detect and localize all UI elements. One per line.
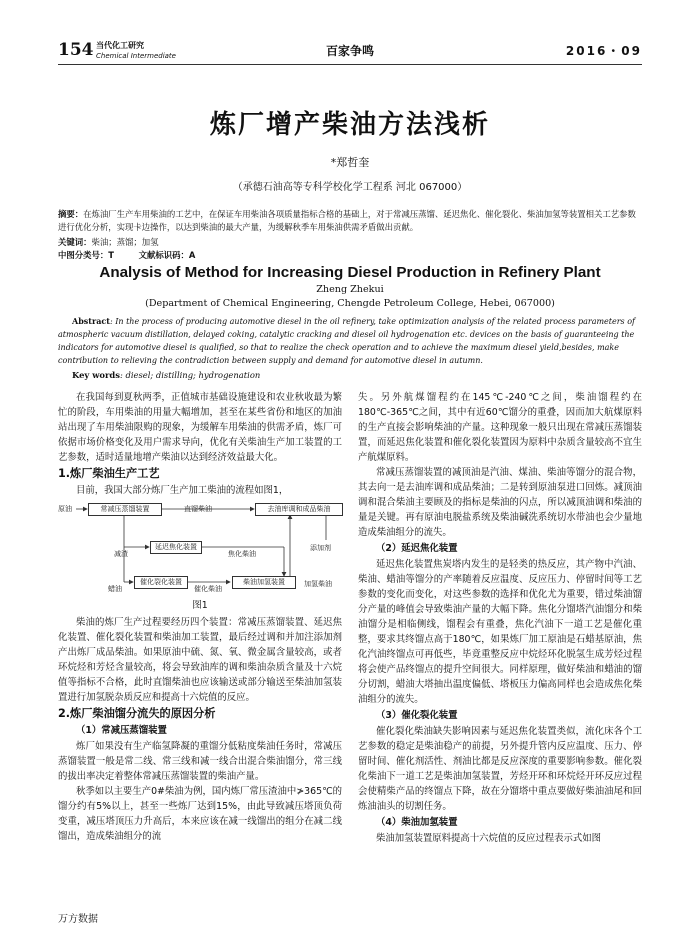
abstract-cn <box>58 208 642 234</box>
subheading-hdt: （4）柴油加氢装置 <box>376 817 458 828</box>
paragraph: 目前，我国大部分炼厂生产加工柴油的流程如图1， <box>76 485 289 496</box>
abstract-cn-text: 在炼油厂生产车用柴油的工艺中，在保证车用柴油各项质量指标合格的基础上，对于常减压蒸馏、延迟焦化、催化裂化、柴油加氢等装置相关工艺参数进行优化分析，实现卡边操作，以达到柴油的最大产量，为缓解秋季车用柴油供需矛盾做出贡献。 <box>58 209 636 232</box>
footer-source: 万方数据 <box>58 914 98 925</box>
label-vgo: 蜡油 <box>108 585 122 593</box>
label-lco: 催化柴油 <box>194 585 222 593</box>
label-sr-diesel: 直馏柴油 <box>184 505 212 513</box>
intro-paragraph: 在我国每到夏秋两季，正值城市基础设施建设和农业秋收最为繁忙的阶段，车用柴油的用量大幅增加，甚至在某些省份和地区的加油站出现了车用柴油限购的现象，为缓解车用柴油的供需矛盾，炼厂可依据市场价格变化及用户需求导向，优化有关柴油生产加工装置的工艺参数，适时适量地增产柴油以达到经济效益最大化。 <box>58 392 342 463</box>
class-value: T <box>108 250 114 260</box>
figure-1-flowchart <box>58 500 342 598</box>
article-title-cn: 炼厂增产柴油方法浅析 <box>209 110 490 140</box>
subheading-cdu: （1）常减压蒸馏装置 <box>76 725 167 736</box>
paragraph: 延迟焦化装置焦炭塔内发生的是轻类的热反应，其产物中汽油、柴油、蜡油等馏分的产率随着反应温度、反应压力、停留时间等工艺参数的变化而变化，对这些参数的选择和优化尤为重要，错过柴油馏分产量的峰值会导致柴油产量的大幅下降。焦化分馏塔汽油馏分和柴油馏分是相临侧线，馏程会有重叠，焦化汽油下一道工艺是催化重整，要求其终馏点高于180℃，如果炼厂加工原油是石蜡基原油，焦化汽油终馏点可再低些，毕竟重整反应中烷烃环化脱氢生成芳烃过程将会使产品终馏点的提升空间很大。同样原理，做好柴油和蜡油的馏分切割，蜡油大塔抽出温度偏低、塔板压力偏高同样也会造成焦化柴油组分的流失。 <box>358 559 642 705</box>
affiliation-cn: （承德石油高等专科学校化学工程系 河北 067000） <box>232 182 468 193</box>
paragraph: 柴油的炼厂生产过程要经历四个装置：常减压蒸馏装置、延迟焦化装置、催化裂化装置和柴油加工装置，最后经过调和并加注添加剂产出炼厂成品柴油。如果原油中硫、氮、氧、微金属含量较高，或者环烷烃和芳烃含量较高，将会导致油库的调和柴油杂质含量及十六烷值等指标不合格，此时直馏柴油也应该输送或部分输送至柴油加氢装置进行加氢脱杂质反应和提高十六烷值的反应。 <box>58 617 342 703</box>
paragraph: 秋季如以主要生产0#柴油为例，国内炼厂常压渣油中≯365℃的馏分约有5%以上，甚至一些炼厂达到15%，由此导致减压塔顶负荷变重，减压塔顶压力升高后，本来应该在减一线馏出的组分在减二线馏出，造成柴油组分的流 <box>58 786 342 842</box>
article-title-en: Analysis of Method for Increasing Diesel Production in Refinery Plant <box>99 264 601 281</box>
abstract-en-label: Abstract <box>72 316 110 326</box>
box-hdt: 柴油加氢装置 <box>232 576 296 589</box>
page-number: 154 <box>58 40 94 60</box>
paragraph: 柴油加氢装置原料提高十六烷值的反应过程表示式如图 <box>376 833 602 844</box>
keywords-en-text: diesel; distilling; hydrogenation <box>125 370 261 380</box>
section-title: 百家争鸣 <box>325 44 374 58</box>
keywords-cn <box>58 236 642 249</box>
box-coker: 延迟焦化装置 <box>150 541 202 554</box>
label-additive: 添加剂 <box>310 544 331 552</box>
paragraph: 失。另外航煤馏程约在145℃-240℃之间，柴油馏程约在180℃-365℃之间，其中有近60℃馏分的重叠，因而加大航煤原料的生产直接会影响柴油的产量。这种现象一般只出现在常减压蒸馏装置，而延迟焦化装置和催化裂化装置因为原料中杂质含量较高不宜生产航煤原料。 <box>358 392 642 463</box>
subheading-fcc: （3）催化裂化装置 <box>376 710 458 721</box>
label-coker-diesel: 焦化柴油 <box>228 550 256 558</box>
box-blend: 去油库调和成品柴油 <box>255 503 343 516</box>
keywords-cn-label: 关键词： <box>58 237 92 247</box>
author-en: Zheng Zhekui <box>316 284 384 295</box>
keywords-en-label: Key words <box>72 370 120 380</box>
class-label: 中图分类号： <box>58 250 109 260</box>
keywords-cn-text: 柴油；蒸馏；加氢 <box>91 237 159 247</box>
doc-code-value: A <box>188 250 196 260</box>
paragraph: 炼厂如果没有生产临氢降凝的重馏分低粘度柴油任务时，常减压蒸馏装置一般是常二线、常三线和减一线合出混合柴油馏分，常三线的拔出率决定着整体常减压蒸馏装置的柴油产量。 <box>58 741 342 782</box>
issue-number: 2016・09 <box>565 44 642 58</box>
abstract-en: Abstract: In the process of producing automotive diesel in the oil refinery, take optimization analysis of the related process parameters of atmospheric vacuum distillation, delayed coking, catalytic cracking and diesel oil hydrogenation etc. devices on the basis of guaranteeing the indicators for automotive diesel is qualified, so that to realize the check operation and to achieve the maximum diesel yield,besides, make contribution to relieving the contradiction between supply and demand for automotive diesel in autumn. <box>58 316 635 365</box>
label-crude: 原油 <box>58 505 72 513</box>
abstract-en-text: In the process of producing automotive diesel in the oil refinery, take optimization analysis of the related process parameters of atmospheric vacuum distillation, delayed coking, catalytic cracking and diesel oil hydrogenation etc. devices on the basis of guaranteeing the indicators for automotive diesel is qualified, so that to realize the check operation and to achieve the maximum diesel yield,besides, make contribution to relieving the contradiction between supply and demand for automotive diesel in autumn. <box>58 317 635 365</box>
section-heading-1: 1.炼厂柴油生产工艺 <box>58 467 160 480</box>
paragraph: 常减压蒸馏装置的减顶油是汽油、煤油、柴油等馏分的混合物，其去向一是去油库调和成品柴油；二是转到原油泵进口回炼。减顶油调和混合柴油主要顾及的指标是柴油的闪点，所以减顶油调和柴油的量是关键。再有原油电脱盐系统及柴油碱洗系统切水带油也会少量地造成柴油组分的流失。 <box>358 467 642 538</box>
box-cdu: 常减压蒸馏装置 <box>88 503 162 516</box>
left-column <box>58 390 342 844</box>
right-column <box>358 390 642 846</box>
figure-caption: 图1 <box>192 600 208 611</box>
journal-name-cn: 当代化工研究 <box>96 41 144 50</box>
label-resid: 减渣 <box>114 550 128 558</box>
doc-code-label: 文献标识码： <box>138 250 189 260</box>
affiliation-en: (Department of Chemical Engineering, Chengde Petroleum College, Hebei, 067000) <box>145 298 555 309</box>
journal-name-en: Chemical Intermediate <box>96 52 176 60</box>
paragraph: 催化裂化柴油缺失影响因素与延迟焦化装置类似，流化床各个工艺参数的稳定是柴油稳产的前提，另外提升管内反应温度、压力、停留时间、催化剂活性、剂油比都是反应深度的重要影响参数。催化裂化柴油下一道工艺是柴油加氢装置，芳烃开环和环烷烃开环反应过程会使精柴产品的终馏点下降，故在分馏塔中重点要做好柴油油尾和回炼油油头的切割任务。 <box>358 726 642 812</box>
box-fcc: 催化裂化装置 <box>134 576 188 589</box>
keywords-en: Key words: diesel; distilling; hydrogenation <box>72 370 261 380</box>
classification-line <box>58 249 642 262</box>
running-header <box>58 40 642 66</box>
author-cn: *郑哲奎 <box>330 156 370 169</box>
subheading-coker: （2）延迟焦化装置 <box>376 543 458 554</box>
abstract-cn-label: 摘要： <box>58 209 84 219</box>
section-heading-2: 2.炼厂柴油馏分流失的原因分析 <box>58 707 216 720</box>
header-rule <box>58 64 642 65</box>
label-h-diesel: 加氢柴油 <box>304 580 332 588</box>
